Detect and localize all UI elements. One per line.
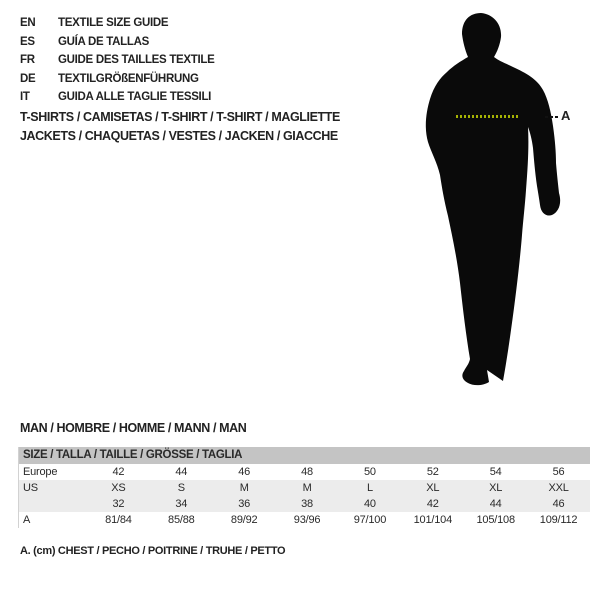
- language-label: GUÍA DE TALLAS: [58, 35, 149, 48]
- language-row: [20, 14, 380, 33]
- measure-a-label: A: [561, 108, 571, 123]
- table-size-value: 44: [489, 498, 502, 510]
- table-size-value: 81/84: [105, 514, 132, 526]
- language-label: TEXTILGRÖßENFÜHRUNG: [58, 72, 199, 85]
- language-row: [20, 88, 380, 107]
- measure-a-dashes: [545, 116, 560, 118]
- language-list: [20, 14, 380, 107]
- table-size-value: 34: [175, 498, 188, 510]
- table-size-value: 46: [552, 498, 565, 510]
- language-code: EN: [20, 17, 36, 29]
- table-size-value: 40: [364, 498, 376, 510]
- category-line-jackets: JACKETS / CHAQUETAS / VESTES / JACKEN / GIACCHE: [20, 128, 338, 143]
- table-size-value: 56: [552, 466, 565, 478]
- language-row: [20, 33, 380, 52]
- table-size-value: M: [302, 482, 312, 494]
- language-label: GUIDA ALLE TAGLIE TESSILI: [58, 91, 212, 104]
- table-row-label: A: [23, 514, 31, 526]
- table-size-value: 105/108: [476, 514, 515, 526]
- man-silhouette-path: [426, 13, 560, 385]
- table-size-value: XXL: [548, 482, 569, 494]
- language-label: GUIDE DES TAILLES TEXTILE: [58, 54, 215, 67]
- language-code: DE: [20, 72, 36, 85]
- table-size-value: M: [239, 482, 249, 494]
- language-row: [20, 51, 380, 70]
- table-row: [19, 464, 590, 480]
- table-size-value: 97/100: [353, 514, 387, 526]
- size-table-rows: [19, 464, 590, 528]
- table-size-value: XL: [426, 482, 440, 494]
- language-code: FR: [20, 54, 35, 67]
- table-row: [19, 496, 590, 512]
- table-size-value: XL: [489, 482, 503, 494]
- table-row: [19, 512, 590, 528]
- table-size-value: S: [177, 482, 185, 494]
- table-row-label: US: [23, 482, 38, 494]
- table-size-value: 109/112: [539, 514, 578, 526]
- size-table: [18, 447, 590, 528]
- table-size-value: 42: [112, 466, 125, 478]
- table-size-value: 52: [426, 466, 439, 478]
- table-size-value: 54: [489, 466, 502, 478]
- size-table-header: SIZE / TALLA / TAILLE / GRÖSSE / TAGLIA: [19, 447, 590, 464]
- table-size-value: 48: [301, 466, 313, 478]
- table-size-value: 46: [238, 466, 251, 478]
- table-size-value: L: [366, 482, 373, 494]
- section-title-man: MAN / HOMBRE / HOMME / MANN / MAN: [20, 421, 247, 435]
- category-line-tshirts: T-SHIRTS / CAMISETAS / T-SHIRT / T-SHIRT / MAGLIETTE: [20, 110, 340, 124]
- table-size-value: 38: [301, 498, 313, 510]
- table-size-value: 50: [364, 466, 376, 478]
- language-label: TEXTILE SIZE GUIDE: [58, 17, 169, 29]
- table-row: [19, 480, 590, 496]
- table-size-value: 85/88: [168, 514, 195, 526]
- language-code: ES: [20, 35, 35, 48]
- chest-measure-dotted-line: [456, 115, 518, 118]
- table-size-value: 36: [238, 498, 251, 510]
- category-block: [20, 108, 420, 145]
- table-row-label: Europe: [23, 466, 58, 478]
- table-size-value: 89/92: [230, 514, 258, 526]
- man-silhouette-image: [418, 5, 583, 395]
- table-size-value: 32: [112, 498, 125, 510]
- language-code: IT: [20, 91, 30, 104]
- table-size-value: XS: [111, 482, 126, 494]
- table-size-value: 44: [175, 466, 188, 478]
- measurement-footnote: A. (cm) CHEST / PECHO / POITRINE / TRUHE / PETTO: [20, 545, 286, 557]
- table-size-value: 42: [426, 498, 439, 510]
- table-size-value: 93/96: [293, 514, 321, 526]
- table-size-value: 101/104: [413, 514, 452, 526]
- language-row: [20, 70, 380, 89]
